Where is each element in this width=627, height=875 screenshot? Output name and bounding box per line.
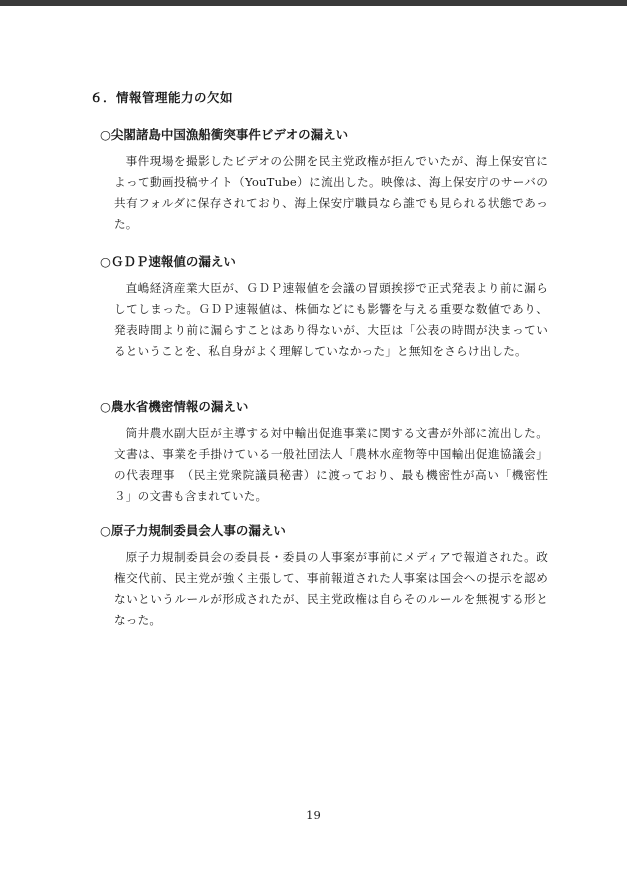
item-senkaku-video-leak: [100, 127, 548, 235]
item-maff-leak: [100, 399, 548, 507]
item-body: 筒井農水副大臣が主導する対中輸出促進事業に関する文書が外部に流出した。文書は、事業を手掛けている一般社団法人「農林水産物等中国輸出促進協議会」の代表理事 （民主党衆院議員秘書）に渡っており、最も機密性が高い「機密性３」の文書も含まれていた。: [114, 426, 548, 503]
item-gdp-leak: [100, 254, 548, 362]
viewer-top-bar: [0, 0, 627, 6]
item-body: 直嶋経済産業大臣が、ＧＤＰ速報値を会議の冒頭挨拶で正式発表より前に漏らしてしまった。ＧＤＰ速報値は、株価などにも影響を与える重要な数値であり、発表時間より前に漏らすことはあり得ないが、大臣は「公表の時間が決まっているということを、私自身がよく理解していなかった」と無知をさらけ出した。: [114, 281, 548, 358]
page-number: 19: [306, 808, 321, 822]
item-heading: ○農水省機密情報の漏えい: [100, 399, 249, 414]
item-heading: ○尖閣諸島中国漁船衝突事件ビデオの漏えい: [100, 127, 349, 142]
item-heading: ○ＧＤＰ速報値の漏えい: [100, 254, 236, 269]
item-heading: ○原子力規制委員会人事の漏えい: [100, 523, 286, 538]
item-body: 原子力規制委員会の委員長・委員の人事案が事前にメディアで報道された。政権交代前、民主党が強く主張して、事前報道された人事案は国会への提示を認めないというルールが形成されたが、民主党政権は自らそのルールを無視する形となった。: [114, 550, 548, 627]
section-title: ６．情報管理能力の欠如: [90, 90, 234, 105]
item-nra-personnel-leak: [100, 523, 548, 631]
item-body: 事件現場を撮影したビデオの公開を民主党政権が拒んでいたが、海上保安官によって動画投稿サイト（YouTube）に流出した。映像は、海上保安庁のサーバの共有フォルダに保存されており、海上保安庁職員なら誰でも見られる状態であった。: [114, 154, 548, 231]
